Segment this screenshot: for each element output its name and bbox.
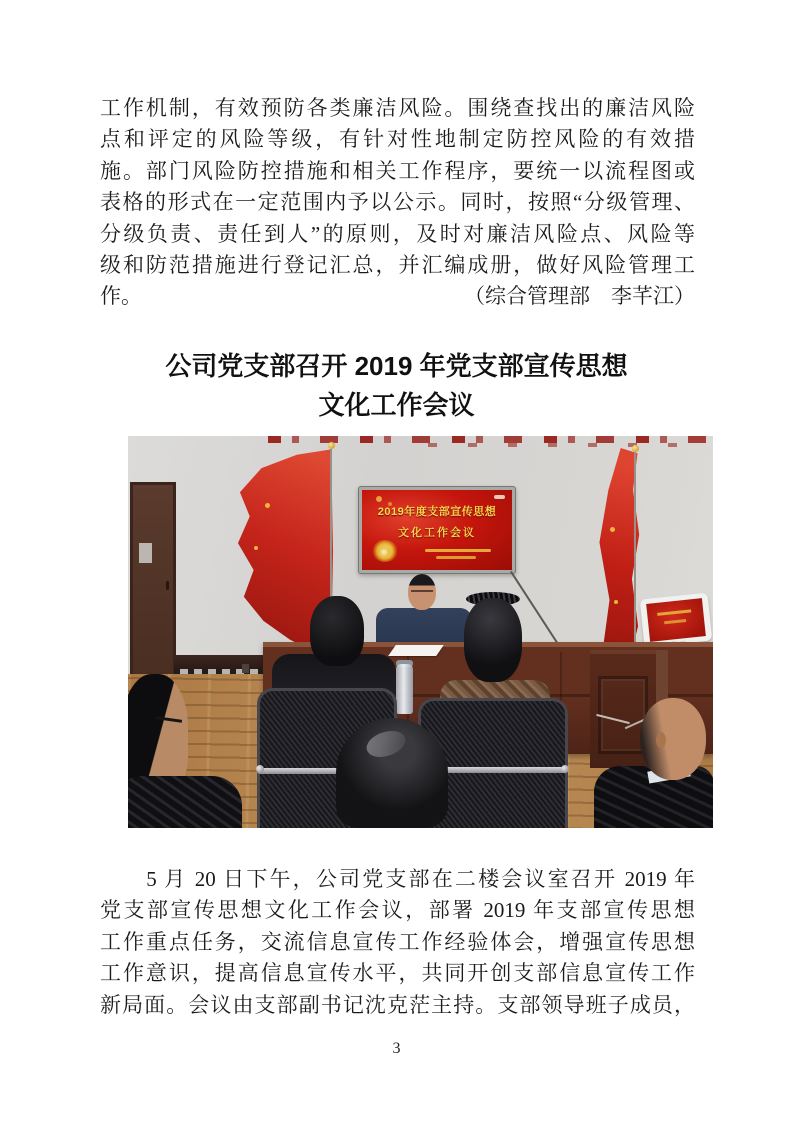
slide-star-decoration — [376, 496, 382, 502]
closing-text: 作。 — [100, 284, 142, 309]
article-title-line2: 文化工作会议 — [318, 390, 475, 420]
text-line: 党支部宣传思想文化工作会议，部署 2019 年支部宣传思想 — [100, 898, 695, 923]
paragraph-meeting-report — [100, 864, 695, 1021]
wall-tv — [358, 486, 516, 574]
door-handle — [166, 581, 169, 590]
attendee-head-corner — [128, 674, 188, 792]
text-line: 工作重点任务，交流信息宣传工作经验体会，增强宣传思想 — [100, 929, 695, 954]
attendee-ear — [656, 732, 666, 748]
slide-title-line2: 文化工作会议 — [398, 527, 476, 540]
flag-star — [610, 527, 615, 532]
article-title — [0, 347, 793, 425]
wall-banner-cropped — [428, 443, 688, 447]
text-line: 分级负责、责任到人”的原则，及时对廉洁风险点、风险等 — [100, 221, 695, 246]
speaker-glasses — [411, 590, 433, 592]
kiosk-slide — [646, 598, 706, 642]
meeting-room-photo — [128, 436, 713, 828]
chair-knob — [561, 765, 569, 773]
byline-attribution: （综合管理部 李芊江） — [464, 284, 695, 309]
kiosk-screen — [640, 593, 713, 648]
tv-screen-slide — [362, 490, 512, 570]
slide-dove-logo — [494, 495, 505, 499]
wall-banner-cropped — [268, 436, 708, 443]
text-line: 点和评定的风险等级，有针对性地制定防控风险的有效措 — [100, 127, 695, 152]
speaker-head — [408, 574, 436, 610]
party-emblem — [378, 547, 390, 557]
page-number: 3 — [392, 1040, 401, 1057]
article-title-line1: 公司党支部召开 2019 年党支部宣传思想 — [165, 351, 628, 381]
attendee-head — [464, 598, 522, 682]
flag-star — [254, 546, 258, 550]
text-line: 5 月 20 日下午，公司党支部在二楼会议室召开 2019 年 — [146, 867, 695, 891]
paragraph-closing-line — [100, 281, 695, 312]
slide-subtext — [425, 549, 491, 552]
flag-finial — [328, 442, 335, 449]
chair-knob — [256, 765, 264, 773]
paragraph-risk-management — [100, 93, 695, 313]
text-line: 新局面。会议由支部副书记沈克茫主持。支部领导班子成员， — [100, 992, 695, 1017]
attendee-head — [310, 596, 364, 666]
text-line: 施。部门风险防控措施和相关工作程序，要统一以流程图或 — [100, 158, 695, 183]
speech-papers — [388, 645, 444, 656]
attendee-head-corner — [640, 698, 706, 780]
kiosk-slide-text — [657, 609, 691, 615]
flag-finial — [632, 445, 639, 452]
text-line: 表格的形式在一定范围内予以公示。同时，按照“分级管理、 — [100, 190, 695, 215]
attendee-jacket — [128, 776, 242, 828]
kiosk-slide-text — [664, 619, 687, 624]
flag-star — [614, 600, 618, 604]
water-bottle — [396, 664, 413, 714]
text-line: 级和防范措施进行登记汇总，并汇编成册，做好风险管理工 — [100, 252, 695, 277]
text-line: 工作意识，提高信息宣传水平，共同开创支部信息宣传工作 — [100, 961, 695, 986]
door — [130, 482, 176, 678]
door-sign — [139, 543, 152, 563]
slide-title-line1: 2019年度支部宣传思想 — [377, 505, 497, 518]
slide-subtext — [436, 556, 476, 559]
text-line: 工作机制，有效预防各类廉洁风险。围绕查找出的廉洁风险 — [100, 96, 695, 120]
